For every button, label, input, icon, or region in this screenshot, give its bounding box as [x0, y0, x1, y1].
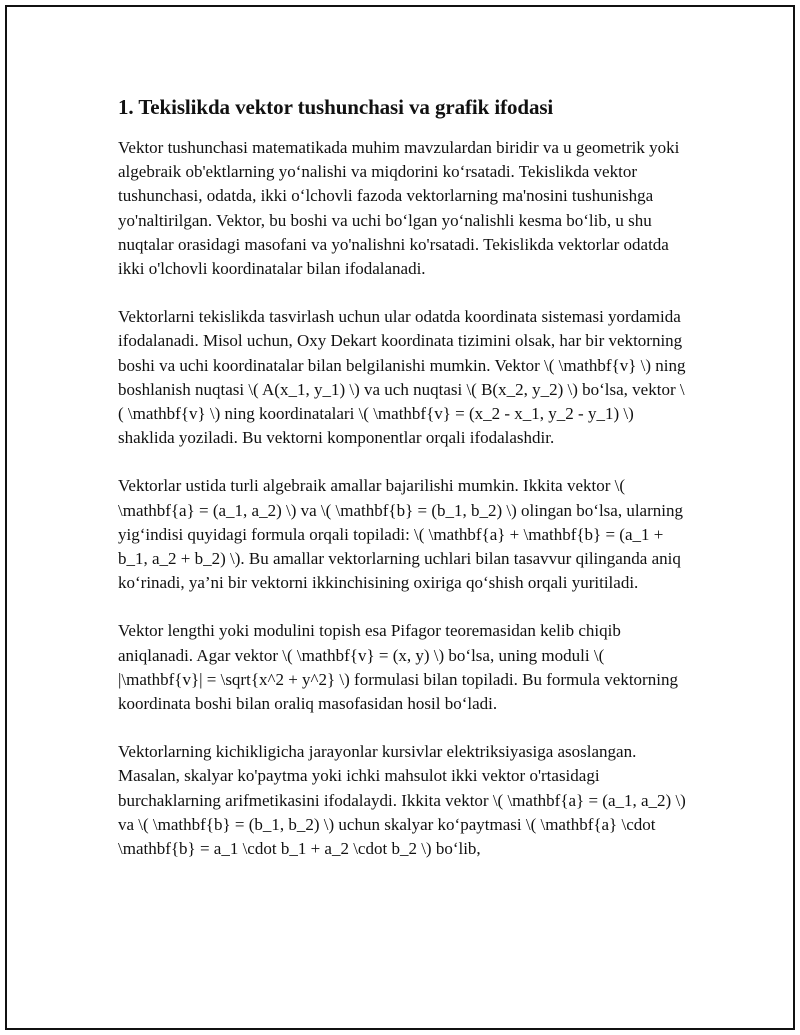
section-heading: 1. Tekislikda vektor tushunchasi va grafik ifodasi — [118, 95, 554, 119]
document-body — [118, 92, 690, 885]
paragraph-vector-definition: Vektor tushunchasi matematikada muhim mavzulardan biridir va u geometrik yoki algebraik ob'ektlarning yo‘nalishi va miqdorini ko‘rsatadi. Tekislikda vektor tushunchasi, odatda, ikki o‘lchovli fazoda vektorlarning ma'nosini tushunishga yo'naltirilgan. Vektor, bu boshi va uchi bo‘lgan yo‘nalishli kesma bo‘lib, u shu nuqtalar orasidagi masofani va yo'nalishni ko'rsatadi. Tekislikda vektorlar odatda ikki o'lchovli koordinatalar bilan ifodalanadi. — [118, 138, 680, 279]
paragraph-vector-length: Vektor lengthi yoki modulini topish esa Pifagor teoremasidan kelib chiqib aniqlanadi. Agar vektor \( \mathbf{v} = (x, y) \) bo‘lsa, uning moduli \( |\mathbf{v}| = \sqrt{x^2 + y^2} \) formulasi bilan topiladi. Bu formula vektorning koordinata boshi bilan oraliq masofasidan hosil bo‘ladi. — [118, 621, 678, 714]
paragraph-vector-addition: Vektorlar ustida turli algebraik amallar bajarilishi mumkin. Ikkita vektor \( \mathbf{a} = (a_1, a_2) \) va \( \mathbf{b} = (b_1, b_2) \) olingan bo‘lsa, ularning yig‘indisi quyidagi formula orqali topiladi: \( \mathbf{a} + \mathbf{b} = (a_1 + b_1, a_2 + b_2) \). Bu amallar vektorlarning uchlari bilan tasavvur qilinganda aniq ko‘rinadi, ya’ni bir vektorni ikkinchisining oxiriga qo‘shish orqali yuritiladi. — [118, 476, 683, 593]
paragraph-scalar-product: Vektorlarning kichikligicha jarayonlar kursivlar elektriksiyasiga asoslangan. Masalan, skalyar ko'paytma yoki ichki mahsulot ikki vektor o'rtasidagi burchaklarning arifmetikasini ifodalaydi. Ikkita vektor \( \mathbf{a} = (a_1, a_2) \) va \( \mathbf{b} = (b_1, b_2) \) uchun skalyar ko‘paytmasi \( \mathbf{a} \cdot \mathbf{b} = a_1 \cdot b_1 + a_2 \cdot b_2 \) bo‘lib, — [118, 742, 686, 859]
paragraph-coordinate-representation: Vektorlarni tekislikda tasvirlash uchun ular odatda koordinata sistemasi yordamida ifodalanadi. Misol uchun, Oxy Dekart koordinata tizimini olsak, har bir vektorning boshi va uchi koordinatalar bilan belgilanishi mumkin. Vektor \( \mathbf{v} \) ning boshlanish nuqtasi \( A(x_1, y_1) \) va uch nuqtasi \( B(x_2, y_2) \) bo‘lsa, vektor \( \mathbf{v} \) ning koordinatalari \( \mathbf{v} = (x_2 - x_1, y_2 - y_1) \) shaklida yoziladi. Bu vektorni komponentlar orqali ifodalashdir. — [118, 307, 686, 448]
